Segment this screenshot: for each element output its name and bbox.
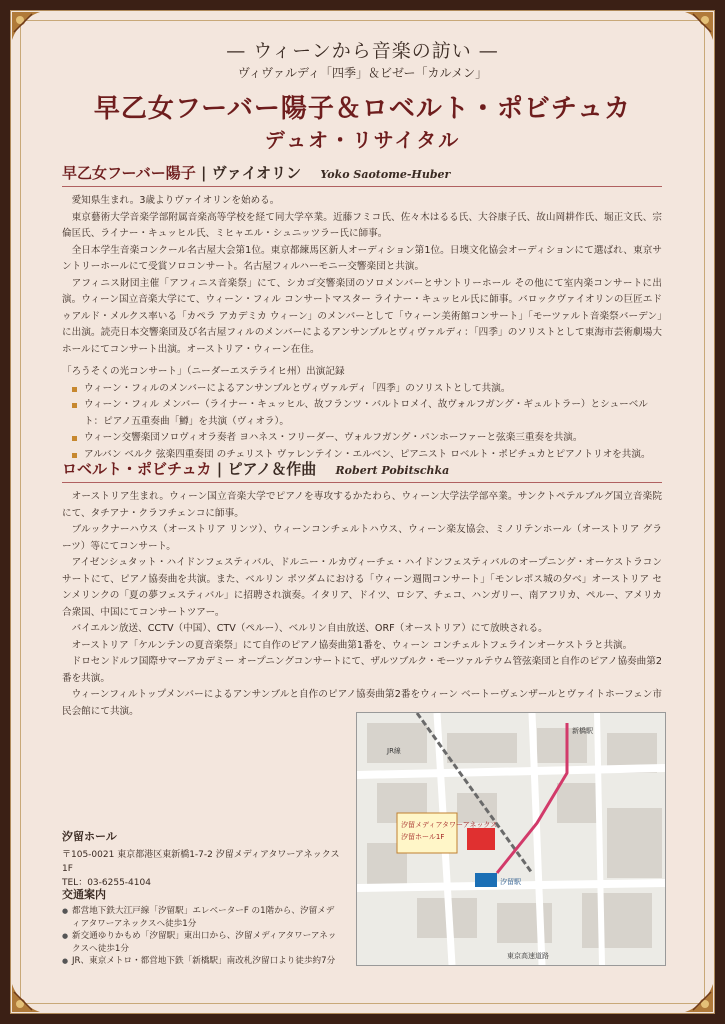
artist1-section xyxy=(62,162,662,463)
artist1-paragraph: 全日本学生音楽コンクール名古屋大会第1位。東京都練馬区新人オーディション第1位。日墺文化協会オーディションにて選ばれ、東京サントリーホールにて受賞ソロコンサート。名古屋フィルハーモニー交響楽団と共演。 xyxy=(62,244,662,272)
artist1-paragraph: 愛知県生まれ。3歳よりヴァイオリンを始める。 xyxy=(71,195,280,206)
artist2-paragraph: オーストリア生まれ。ウィーン国立音楽大学でピアノを専攻するかたわら、ウィーン大学法学部卒業。サンクトペテルブルグ国立音楽院にて、タチアナ・クラフチェンコに師事。 xyxy=(62,491,662,519)
map-block xyxy=(557,783,597,823)
station-icon xyxy=(475,873,497,887)
artist2-role: ピアノ＆作曲 xyxy=(227,460,317,478)
artist2-paragraph: アイゼンシュタット・ハイドンフェスティバル、ドルニー・ルカヴィーチェ・ハイドンフェスティバルのオープニング・オーケストラコンサートにて、ピアノ協奏曲を共演。また、ベルリン ポツダムにおける「ウィーン週間コンサート」「モンレポス城の夕べ」オーストリア センメリンクの「夏の夢フェスティバル」に招聘され演奏。イタリア、ドイツ、ロシア、チェコ、ハンガリー、南アフリカ、ペルー、アメリカ合衆国、中国にてコンサートツアー。 xyxy=(62,557,662,618)
list-item: ● 新交通ゆりかもめ「汐留駅」東出口から、汐留メディアタワーアネックスへ徒歩1分 xyxy=(62,930,342,955)
artist1-name: 早乙女フーバー陽子 xyxy=(62,164,196,182)
venue-info xyxy=(62,828,342,890)
map-graphic xyxy=(357,713,665,965)
performance-record-list xyxy=(62,381,662,464)
concert-subtitle: — ウィーンから音楽の訪い — xyxy=(226,40,499,62)
map-road-label: 東京高速道路 xyxy=(507,952,549,960)
corner-ornament-icon xyxy=(10,980,44,1014)
list-item: ● 都営地下鉄大江戸線「汐留駅」エレベーターF の1階から、汐留メディアタワーアネックスへ徒歩1分 xyxy=(62,905,342,930)
venue-name: 汐留ホール xyxy=(62,830,117,843)
artist1-heading: 早乙女フーバー陽子 | ヴァイオリン Yoko Saotome-Huber xyxy=(62,162,662,187)
artist1-paragraph: 東京藝術大学音楽学部附属音楽高等学校を経て同大学卒業。近藤フミコ氏、佐々木はるる氏、大谷康子氏、故山岡耕作氏、堀正文氏、宗 倫匡氏、ライナー・キュッヒル氏、ミヒャエル・シュニッツラー氏に師事。 xyxy=(62,211,662,239)
artist2-name: ロベルト・ポビチュカ xyxy=(62,460,212,478)
artist2-heading: ロベルト・ポビチュカ | ピアノ＆作曲 Robert Pobitschka xyxy=(62,458,662,483)
map-hall-label: 汐留ホール1F xyxy=(401,833,445,841)
list-item: ウィーン交響楽団ソロヴィオラ奏者 ヨハネス・フリーダー、ヴォルフガング・パンホーファーと弦楽三重奏を共演。 xyxy=(72,430,662,447)
page-title: 早乙女フーバー陽子＆ロベルト・ポビチュカ xyxy=(93,94,632,124)
list-item: ウィーン・フィル メンバー（ライナー・キュッヒル、故フランツ・バルトロメイ、故ヴォルフガング・ギュルトラー）とシューベルト：ピアノ五重奏曲「鱒」を共演（ヴィオラ）。 xyxy=(72,397,662,430)
recital-title: デュオ・リサイタル xyxy=(264,128,461,152)
map-block xyxy=(367,723,427,763)
map-block xyxy=(582,893,652,948)
venue-marker-icon xyxy=(467,828,495,850)
artist1-role: ヴァイオリン xyxy=(211,164,302,182)
map-venue-label: 汐留メディアタワーアネックス xyxy=(401,821,498,829)
list-item: ● JR、東京メトロ・都営地下鉄「新橋駅」南改札汐留口より徒歩約7分 xyxy=(62,955,342,968)
list-item: アルバン ベルク 弦楽四重奏団 のチェリスト ヴァレンテイン・エルベン、ピアニスト ロベルト・ポビチュカとピアノトリオを共演。 xyxy=(72,447,662,464)
artist2-section xyxy=(62,458,662,720)
list-item: ウィーン・フィルのメンバーによるアンサンブルとヴィヴァルディ「四季」のソリストとして共演。 xyxy=(72,381,662,398)
venue-address: 〒105-0021 東京都港区東新橋1-7-2 汐留メディアタワーアネックス1F xyxy=(62,850,340,874)
access-map[interactable] xyxy=(356,712,666,966)
access-title: 交通案内 xyxy=(62,888,106,901)
access-info xyxy=(62,886,342,968)
artist2-paragraph: ウィーンフィルトップメンバーによるアンサンブルと自作のピアノ協奏曲第2番をウィーン ベートーヴェンザールとヴァイトホーフェン市民会館にて共演。 xyxy=(62,689,662,717)
corner-ornament-icon xyxy=(681,980,715,1014)
access-list xyxy=(62,905,342,968)
map-jr-label: JR線 xyxy=(387,747,401,755)
artist2-paragraph: オーストリア「ケルンテンの夏音楽祭」にて自作のピアノ協奏曲第1番を、ウィーン コンチェルトフェラインオーケストラと共演。 xyxy=(71,639,633,651)
performance-record-title: 「ろうそくの光コンサート」（ニーダーエステライヒ州）出演記録 xyxy=(62,366,345,377)
artist2-paragraph: ドロセンドルフ国際サマーアカデミー オープニングコンサートにて、ザルツブルク・モーツァルテウム管弦楽団と自作のピアノ協奏曲第2番を共演。 xyxy=(62,656,662,684)
artist1-roman-name: Yoko Saotome-Huber xyxy=(320,168,451,181)
map-block xyxy=(607,808,662,878)
venue-tel[interactable]: TEL：03-6255-4104 xyxy=(62,878,151,888)
program-line: ヴィヴァルディ「四季」＆ビゼー「カルメン」 xyxy=(237,66,488,80)
artist1-paragraph: アフィニス財団主催「アフィニス音楽祭」にて、シカゴ交響楽団のソロメンバーとサントリーホール その他にて室内楽コンサートに出演。ウィーン国立音楽大学にて、ウィーン・フィル コンサートマスター ライナー・キュッヒル氏に師事。バロックヴァイオリンの巨匠エドゥアルド・メルクス率いる「カペラ アカデミカ ウィーン」のメンバーとして「ウィーン美術館コンサート」「モーツァルト音楽祭バーデン」に出演。読売日本交響楽団及び名古屋フィルのメンバーによるアンサンブルとヴィヴァルディ：「四季」のソリストとして東海市芸術劇場大ホールにてコンサート出演。オーストリア・ウィーン在住。 xyxy=(62,277,662,355)
artist2-roman-name: Robert Pobitschka xyxy=(335,464,450,477)
artist2-paragraph: バイエルン放送、CCTV（中国）、CTV（ペルー）、ベルリン自由放送、ORF（オーストリア）にて放映される。 xyxy=(71,623,548,634)
map-shinbashi-label: 新橋駅 xyxy=(572,727,593,735)
map-station-label: 汐留駅 xyxy=(500,878,521,886)
artist2-paragraph: ブルックナーハウス（オーストリア リンツ）、ウィーンコンチェルトハウス、ウィーン楽友協会、ミノリテンホール（オーストリア グラーツ）等にてコンサート。 xyxy=(62,524,662,552)
map-block xyxy=(447,733,517,763)
